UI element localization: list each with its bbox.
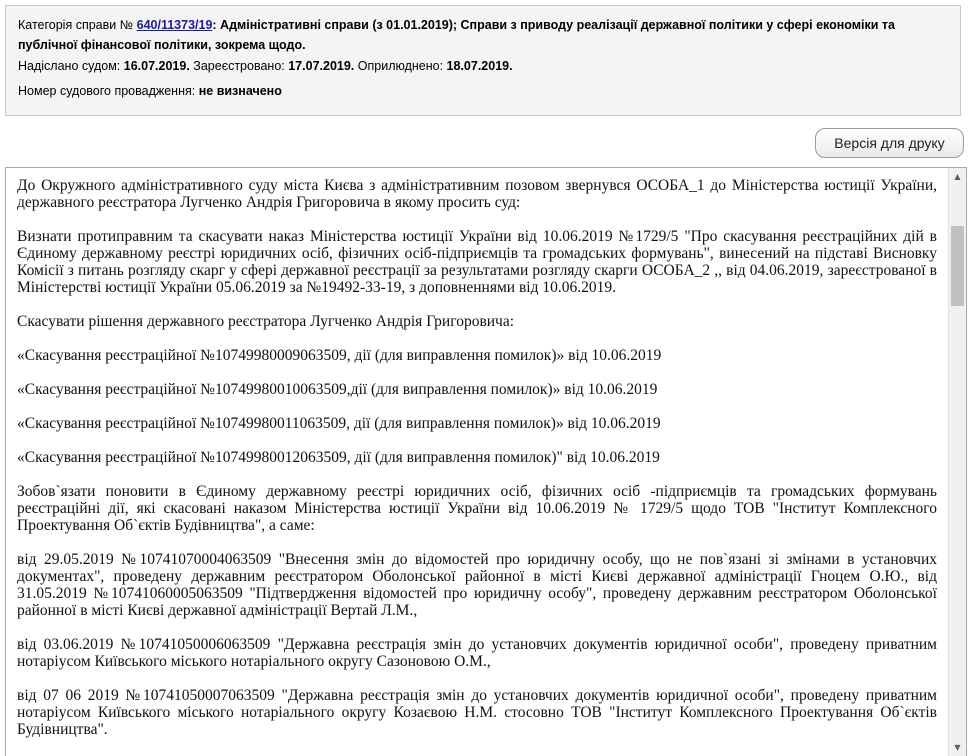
proceeding-label: Номер судового провадження:	[18, 84, 196, 98]
document-paragraph: Зобов`язати поновити в Єдиному державному реєстрі юридичних осіб, фізичних осіб -підприємців та громадських формувань реєстраційні дії, які скасовані наказом Міністерства юстиції України від 10.06.2019 № 1729/5 щодо ТОВ "Інститут Комплексного Проектування Об`єктів Будівництва", а саме:	[17, 483, 937, 534]
case-number-link[interactable]: 640/11373/19	[136, 18, 213, 32]
sent-label: Надіслано судом:	[18, 59, 121, 73]
registered-label: Зареєстровано:	[193, 59, 285, 73]
published-label: Оприлюднено:	[357, 59, 444, 73]
document-paragraph: До Окружного адміністративного суду міста Києва з адміністративним позовом звернувся ОСОБА_1 до Міністерства юстиції України, державного реєстратора Лугченко Андрія Григоровича в якому просить суд:	[17, 177, 937, 211]
case-dates-line	[18, 55, 948, 77]
document-paragraph: «Скасування реєстраційної №10749980010063509,дії (для виправлення помилок)» від 10.06.2019	[17, 381, 658, 398]
document-paragraph: «Скасування реєстраційної №10749980012063509, дії (для виправлення помилок)" від 10.06.2019	[17, 449, 660, 466]
case-info-panel	[5, 5, 961, 116]
proceeding-value: не визначено	[198, 84, 282, 98]
scroll-down-arrow-icon[interactable]: ▼	[954, 743, 961, 752]
document-paragraph: від 07 06 2019 №10741050007063509 "Державна реєстрація змін до установчих документів юридичної особи", проведену приватним нотаріусом Київського міського нотаріального округу Козаєвою Н.М. стосовно ТОВ "Інститут Комплексного Проектування Об`єктів Будівництва".	[17, 687, 937, 738]
published-date: 18.07.2019.	[446, 59, 513, 73]
document-paragraph: від 03.06.2019 №10741050006063509 "Державна реєстрація змін до установчих документів юридичної особи", проведену приватним нотаріусом Київського міського нотаріального округу Сазоновою О.М.,	[17, 636, 937, 670]
case-category-line	[18, 15, 948, 55]
document-paragraph: Визнати протиправним та скасувати наказ Міністерства юстиції України від 10.06.2019 №1729/5 "Про скасування реєстраційних дій в Єдиному державному реєстрі юридичних осіб, фізичних осіб-підприємців та громадських формувань", винесений на підставі Висновку Комісії з питань розгляду скарг у сфері державної реєстрації за результатами розгляду скарги ОСОБА_2 ,, від 04.06.2019, зареєстрованої в Міністерстві юстиції України 05.06.2019 за №19492-33-19, з доповненнями від 10.06.2019.	[17, 228, 937, 296]
document-paragraph: «Скасування реєстраційної №10749980011063509, дії (для виправлення помилок)» від 10.06.2019	[17, 415, 661, 432]
document-paragraph: Скасувати рішення державного реєстратора Лугченко Андрія Григоровича:	[17, 313, 515, 330]
document-frame[interactable]	[5, 167, 967, 756]
sent-date: 16.07.2019.	[123, 59, 190, 73]
category-text: : Адміністративні справи (з 01.01.2019); Справи з приводу реалізації державної політики у сфері економіки та публічної фінансової політики, зокрема щодо.	[18, 18, 895, 52]
print-version-button[interactable]: Версія для друку	[815, 128, 964, 158]
scroll-thumb[interactable]	[951, 226, 964, 306]
document-paragraph: від 29.05.2019 №10741070004063509 "Внесення змін до відомостей про юридичну особу, що не пов`язані зі змінами в установчих документах", проведену державним реєстратором Оболонської районної в місті Києві державної адміністрації Гноцем О.Ю., від 31.05.2019 №10741060005063509 "Підтвердження відомостей про юридичну особу", проведену державним реєстратором Оболонської районної в місті Києві державної адміністрації Вертай Л.М.,	[17, 551, 937, 619]
registered-date: 17.07.2019.	[288, 59, 355, 73]
scroll-up-arrow-icon[interactable]: ▲	[954, 172, 961, 181]
document-text	[17, 177, 937, 755]
document-paragraph: «Скасування реєстраційної №10749980009063509, дії (для виправлення помилок)» від 10.06.2019	[17, 347, 662, 364]
category-label: Категорія справи №	[18, 18, 134, 32]
vertical-scrollbar[interactable]	[948, 168, 966, 756]
proceeding-line	[18, 79, 948, 103]
